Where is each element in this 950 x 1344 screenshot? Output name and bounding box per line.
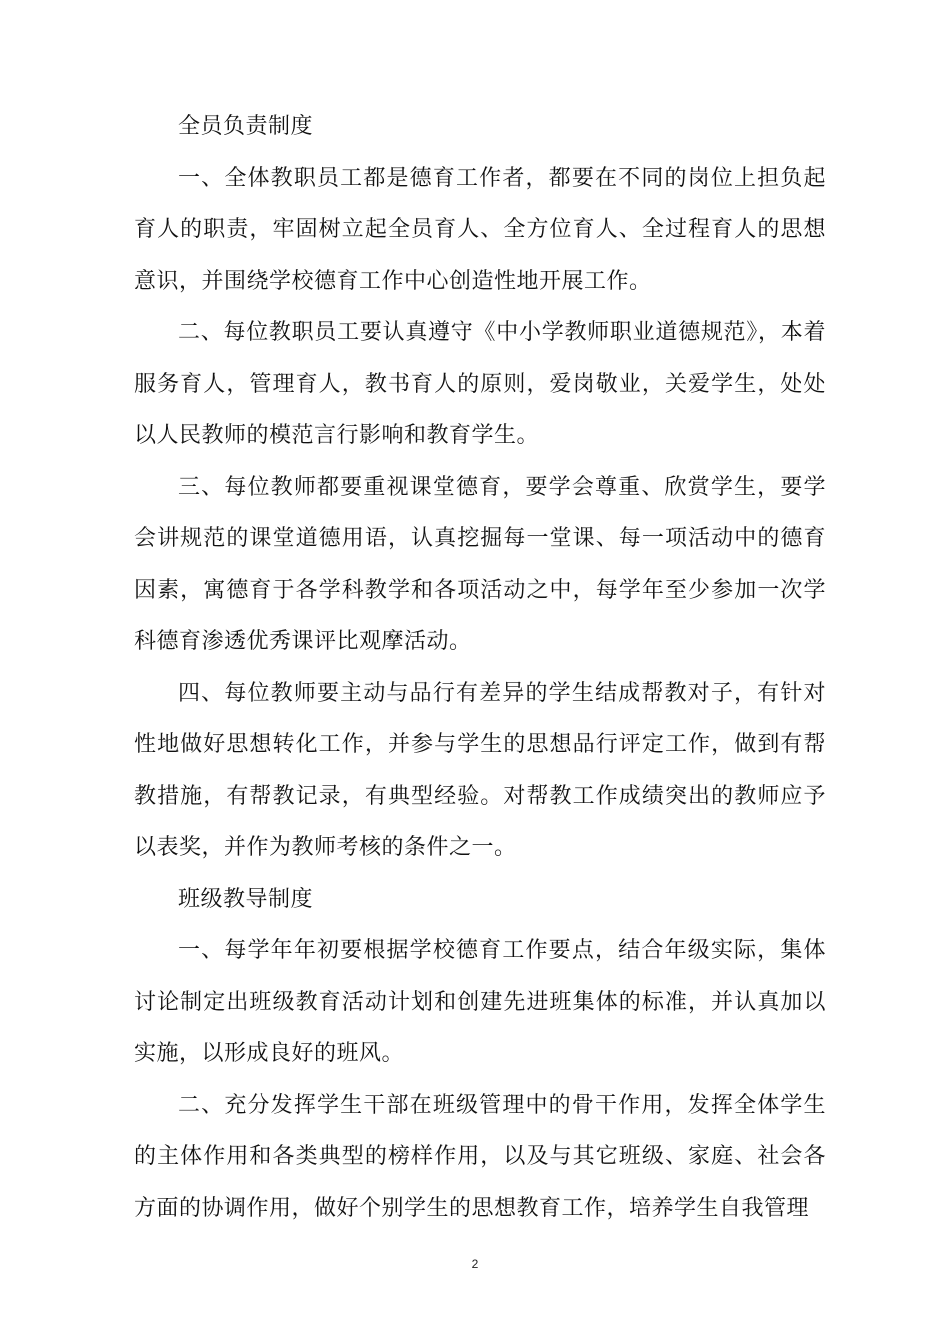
paragraph: 三、每位教师都要重视课堂德育，要学会尊重、欣赏学生，要学会讲规范的课堂道德用语，认真挖掘每一堂课、每一项活动中的德育因素，寓德育于各学科教学和各项活动之中，每学年至少参加一次学科德育渗透优秀课评比观摩活动。 (134, 474, 826, 654)
paragraph: 二、每位教职员工要认真遵守《中小学教师职业道德规范》，本着服务育人，管理育人，教书育人的原则，爱岗敬业，关爱学生，处处以人民教师的模范言行影响和教育学生。 (134, 320, 826, 448)
document-body (134, 101, 826, 1234)
section-heading-quanyuan: 全员负责制度 (178, 114, 314, 139)
paragraph: 四、每位教师要主动与品行有差异的学生结成帮教对子，有针对性地做好思想转化工作，并参与学生的思想品行评定工作，做到有帮教措施，有帮教记录，有典型经验。对帮教工作成绩突出的教师应予以表奖，并作为教师考核的条件之一。 (134, 680, 826, 860)
paragraph: 一、每学年年初要根据学校德育工作要点，结合年级实际，集体讨论制定出班级教育活动计划和创建先进班集体的标准，并认真加以实施，以形成良好的班风。 (134, 938, 826, 1066)
page-number: 2 (471, 1257, 479, 1271)
section-heading-banji: 班级教导制度 (178, 886, 314, 912)
paragraph: 二、充分发挥学生干部在班级管理中的骨干作用，发挥全体学生的主体作用和各类典型的榜样作用，以及与其它班级、家庭、社会各方面的协调作用，做好个别学生的思想教育工作，培养学生自我管理 (134, 1092, 826, 1221)
paragraph: 一、全体教职员工都是德育工作者，都要在不同的岗位上担负起育人的职责，牢固树立起全员育人、全方位育人、全过程育人的思想意识，并围绕学校德育工作中心创造性地开展工作。 (134, 165, 826, 294)
